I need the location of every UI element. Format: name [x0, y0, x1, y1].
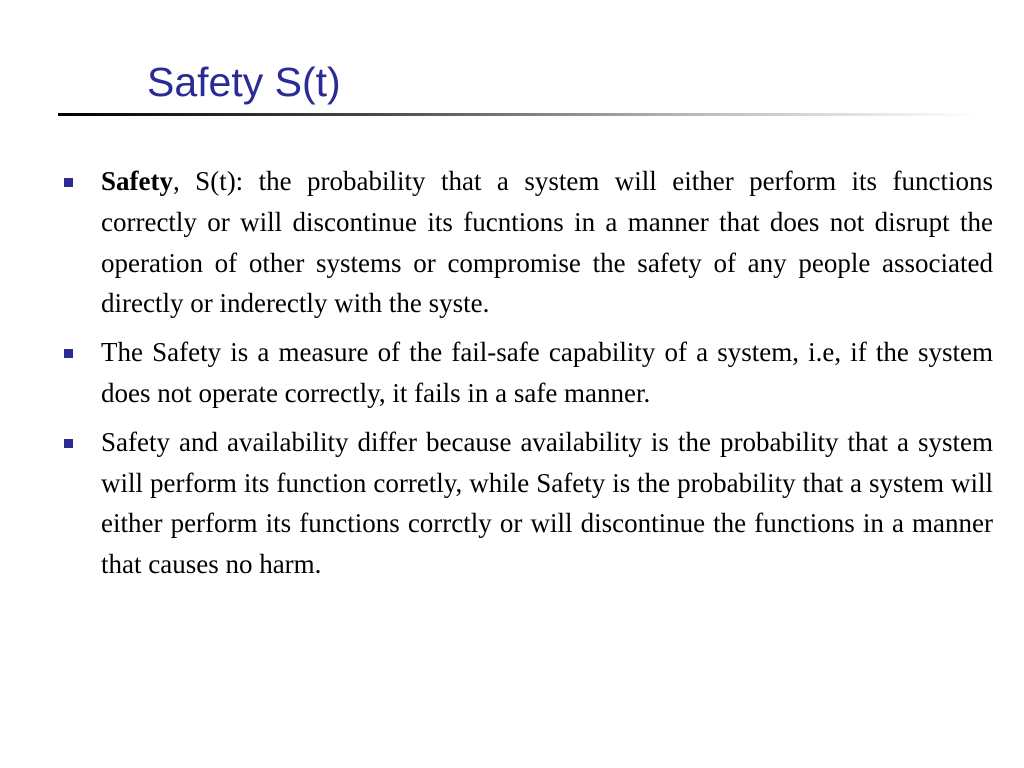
square-bullet-icon — [64, 178, 73, 187]
bullet-body: , S(t): the probability that a system will either perform its functions correctly or will discontinue its fucntions in a manner that does not disrupt the operation of other systems or compromise the safety of any people associated directly or inderectly with the syste. — [101, 166, 993, 319]
bullet-item-fail-safe — [62, 332, 993, 414]
slide-title: Safety S(t) — [147, 59, 341, 105]
bullet-list — [62, 161, 993, 593]
bullet-text: Safety and availability differ because availability is the probability that a system will perform its function corretly, while Safety is the probability that a system will either perform its functions corrctly or will discontinue the functions in a manner that causes no harm. — [101, 426, 993, 580]
bullet-item-safety-vs-availability — [62, 422, 993, 585]
bullet-text: The Safety is a measure of the fail-safe capability of a system, i.e, if the system does not operate correctly, it fails in a safe manner. — [101, 337, 993, 408]
bullet-item-safety-definition — [62, 161, 993, 324]
square-bullet-icon — [64, 349, 73, 358]
square-bullet-icon — [64, 439, 73, 448]
bullet-text — [101, 166, 993, 318]
bullet-term: Safety — [101, 166, 173, 196]
title-underline — [58, 113, 978, 116]
